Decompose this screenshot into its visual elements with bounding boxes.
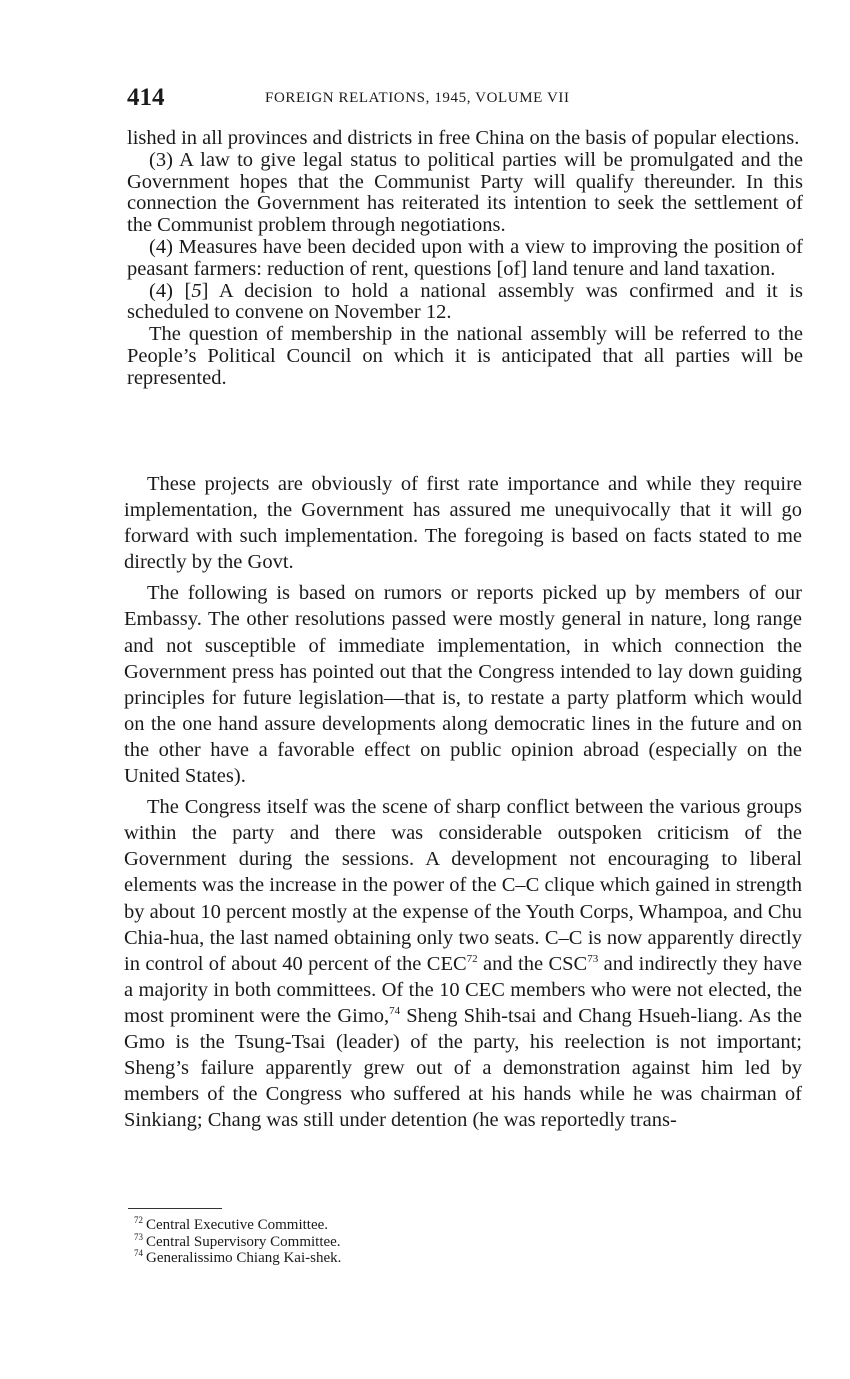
body-block [124,471,802,1133]
footnote-text: Generalissimo Chiang Kai-shek. [146,1250,342,1266]
footnote-number: 73 [134,1231,143,1242]
footnote-text: Central Executive Committee. [146,1217,329,1233]
paragraph-item-4: (4) Measures have been decided upon with a view to improving the position of peasant farmers: reduction of rent, questions [of] land tenure and land taxation. [127,235,803,280]
item-5-prefix: (4) [ [149,279,192,302]
page-header [127,84,807,112]
footnote-ref-72[interactable]: 72 [466,952,478,965]
footnote-ref-74[interactable]: 74 [389,1004,401,1017]
congress-text-d: Sheng Shih-tsai and Chang Hsueh-liang. As the Gmo is the Tsung-Tsai (leader) of the party, his reelection is not important; Sheng’s failure apparently grew out of a demonstration against him led by members of the Congress who suffered at his hands while he was chairman of Sinkiang; Chang was still under detention (he was reportedly trans- [124,1004,803,1132]
item-5-editorial-number: 5 [191,279,202,302]
congress-text-b: and the CSC [477,952,588,975]
item-5-text: ] A decision to hold a national assembly was confirmed and it is scheduled to convene on November 12. [127,279,803,324]
footnotes [134,1217,634,1267]
paragraph-projects: These projects are obviously of first rate importance and while they require implementation, the Government has assured me unequivocally that it will go forward with such implementation. The foregoing is based on facts stated to me directly by the Govt. [124,473,802,574]
paragraph-continuation: lished in all provinces and districts in free China on the basis of popular elections. [127,127,800,149]
footnote-number: 72 [134,1215,143,1225]
running-head: FOREIGN RELATIONS, 1945, VOLUME VII [265,90,570,106]
congress-text-a: The Congress itself was the scene of sharp conflict between the various groups within the party and there was considerable outspoken criticism of the Government during the sessions. A development not encouraging to liberal elements was the increase in the power of the C–C clique which gained in strength by about 10 percent mostly at the expense of the Youth Corps, Whampoa, and Chu Chia-hua, the last named obtaining only two seats. C–C is now apparently directly in control of about 40 percent of the CEC [124,796,802,975]
footnote-number: 74 [134,1248,143,1258]
footnote-74 [134,1250,634,1267]
footnote-ref-73[interactable]: 73 [587,952,599,965]
footnote-73 [134,1231,634,1251]
paragraph-congress [124,794,802,1133]
footnote-text: Central Supervisory Committee. [146,1233,341,1250]
paragraph-item-5 [127,281,803,325]
footnote-72 [134,1217,634,1234]
footnote-divider [128,1208,222,1209]
paragraph-rumors: The following is based on rumors or reports picked up by members of our Embassy. The other resolutions passed were mostly general in nature, long range and not susceptible of immediate implementation, in which connection the Government press has pointed out that the Congress intended to lay down guiding principles for future legislation—that is, to restate a party platform which would on the one hand assure developments along democratic lines in the future and on the other have a favorable effect on public opinion abroad (especially on the United States). [124,582,802,788]
page-number: 414 [127,84,165,111]
resolutions-block [127,128,803,390]
paragraph-membership: The question of membership in the national assembly will be referred to the People’s Political Council on which it is anticipated that all parties will be represented. [127,323,803,389]
paragraph-item-3: (3) A law to give legal status to political parties will be promulgated and the Government hopes that the Communist Party will qualify thereunder. In this connection the Government has reiterated its intention to seek the settlement of the Communist problem through negotiations. [127,148,803,237]
congress-text-c: and indirectly they have a majority in both committees. Of the 10 CEC members who were not elected, the most prominent were the Gimo, [124,952,802,1027]
